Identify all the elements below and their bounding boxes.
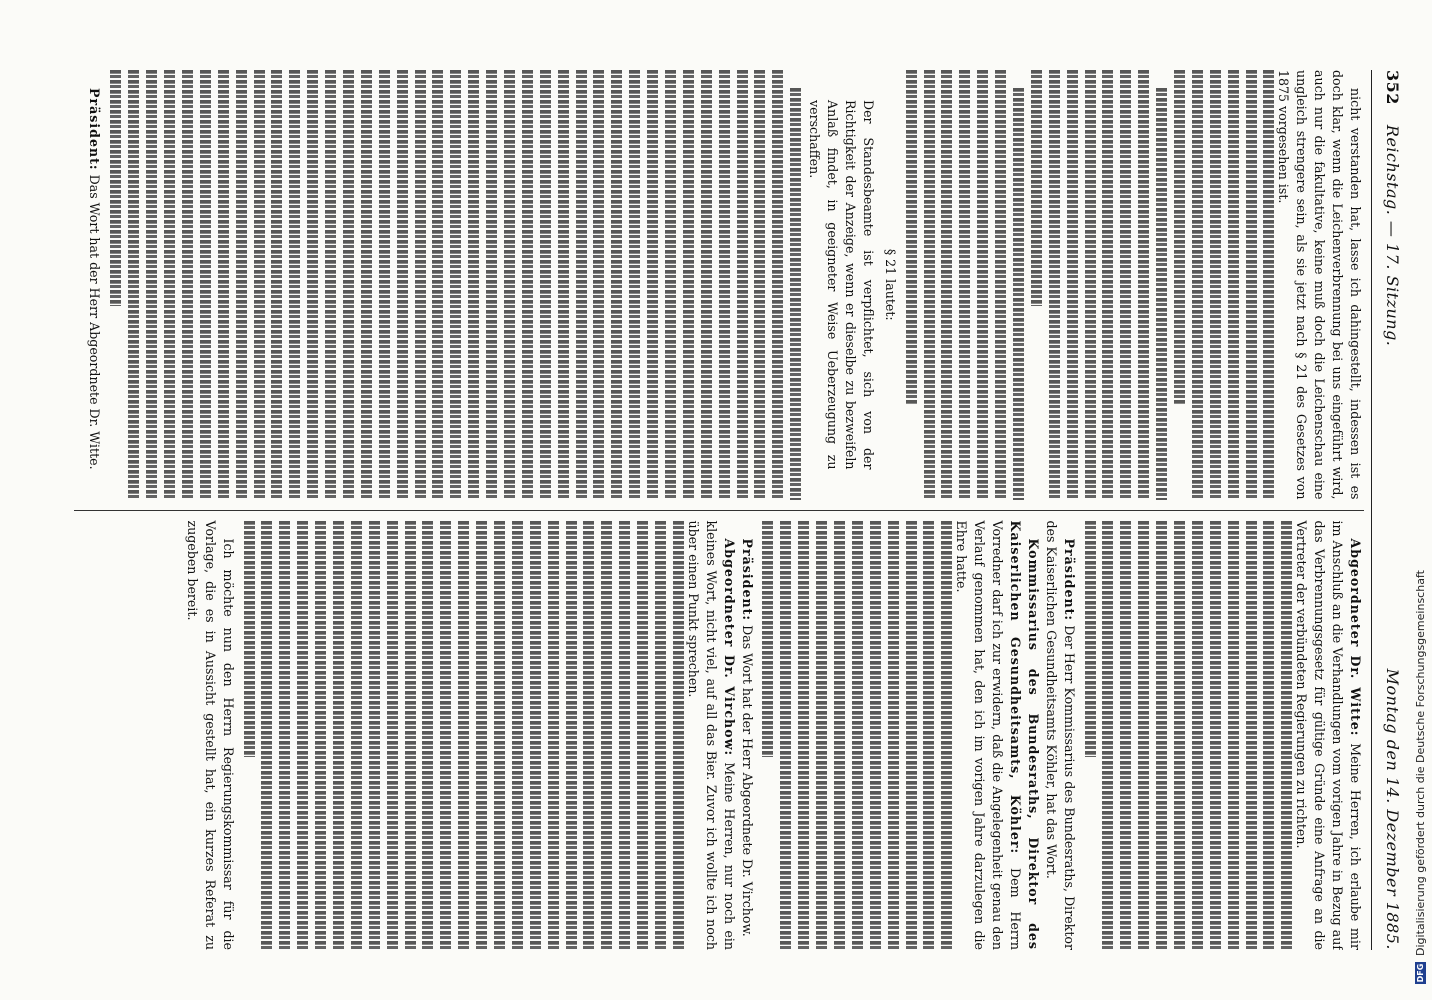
column-left bbox=[74, 70, 1364, 510]
closing-paragraph: Ich möchte nun den Herrn Regierungskommissar für die Vorlage, die es in Aussicht gestellt hat, ein kurzes Referat zu zugeben bereit. bbox=[184, 520, 236, 950]
statute-text: Der Standesbeamte ist verpflichtet, sich von der Richtigkeit der Anzeige, wenn er dieselbe zu bezweifeln Anlaß findet, in geeigneter Weise Ueberzeugung zu verschaffen. bbox=[807, 100, 876, 470]
commissioner-paragraph bbox=[952, 521, 1042, 951]
text-columns bbox=[74, 70, 1364, 950]
rotated-printed-page bbox=[70, 70, 1410, 950]
text-block bbox=[1085, 521, 1293, 951]
speech-text: Meine Herren, ich erlaube mir im Anschluß an die Verhandlungen vom vorigen Jahre in Bezug auf das Verbrennungsgesetz für gültige Gründe eine Anfrage an die Vertreter der verbündeten Regierungen zu richten. bbox=[1294, 520, 1363, 950]
credit-text: Digitalisierung gefördert durch die Deutsche Forschungsgemeinschaft bbox=[1413, 570, 1427, 956]
opening-fragment: nicht verstanden hat, lasse ich dahingestellt, indessen ist es doch klar, wenn die Leichenverbrennung bei uns eingeführt wird, auch nur die fakultative, keine muß doch die Leichenschau eine ungleich strengere sein, als sie jetzt nach § 21 des Gesetzes von 1875 vorgesehen ist. bbox=[1276, 70, 1363, 500]
session-title: Reichstag. — 17. Sitzung. bbox=[1383, 124, 1403, 347]
speaker-label: Präsident: bbox=[739, 538, 755, 622]
virchow-paragraph bbox=[684, 521, 738, 951]
speech-text: Das Wort hat der Herr Abgeordnete Dr. Virchow. bbox=[739, 625, 755, 937]
page-header bbox=[1376, 70, 1410, 950]
speaker-label: Abgeordneter Dr. Virchow: bbox=[721, 538, 737, 757]
text-block bbox=[906, 70, 1275, 500]
statute-heading: § 21 lautet: bbox=[882, 248, 898, 321]
president-paragraph bbox=[738, 521, 756, 951]
witte-paragraph bbox=[1292, 521, 1364, 951]
page-number: 352 bbox=[1383, 70, 1403, 105]
digitization-credit bbox=[1412, 0, 1428, 1000]
speech-text: Das Wort hat der Herr Abgeordnete Dr. Witte. bbox=[87, 174, 103, 470]
column-right bbox=[74, 511, 1364, 951]
speaker-label: Präsident: bbox=[87, 88, 103, 171]
speech-text: Dem Herrn Vorredner darf ich zur erwidern, daß die Angelegenheit genau den Verlauf genommen hat, den ich im vorigen Jahre darzulegen die Ehre hatte. bbox=[954, 520, 1023, 950]
speech-text: Meine Herren, nur noch ein kleines Wort, nicht viel, auf all das Bier. Zuvor ich wollte ich noch über einen Punkt sprechen. bbox=[685, 520, 737, 950]
text-block bbox=[110, 70, 801, 500]
speaker-label: Kommissarius des Bundesraths, Direktor des Kaiserlichen Gesundheitsamts, Köhler: bbox=[1007, 520, 1041, 950]
speaker-label: Abgeordneter Dr. Witte: bbox=[1348, 538, 1363, 737]
closing-paragraph bbox=[86, 70, 104, 500]
president-paragraph bbox=[1042, 521, 1078, 951]
session-date: Montag den 14. Dezember 1885. bbox=[1383, 668, 1403, 950]
speech-text: Der Herr Kommissarius des Bundesraths, Direktor des Kaiserlichen Gesundheitsamts Köhler, hat das Wort. bbox=[1043, 520, 1077, 950]
text-block bbox=[762, 521, 952, 951]
dfg-logo-icon: DFG bbox=[1415, 963, 1425, 983]
speaker-label: Präsident: bbox=[1061, 538, 1077, 622]
text-block bbox=[244, 521, 684, 951]
header-rule bbox=[1371, 70, 1372, 950]
